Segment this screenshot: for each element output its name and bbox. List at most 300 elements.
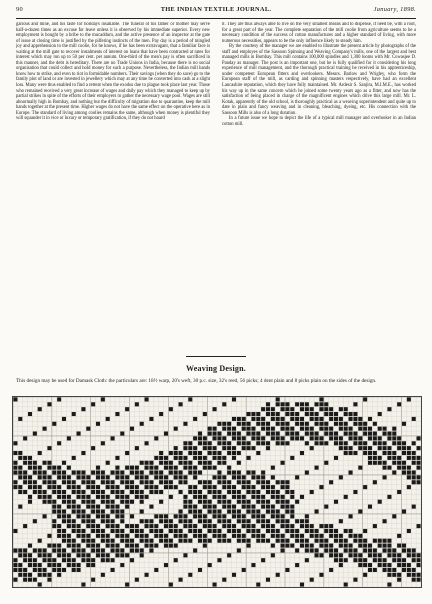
design-cell	[363, 432, 367, 436]
design-cell	[387, 495, 391, 499]
design-cell	[193, 495, 197, 499]
design-cell	[339, 563, 343, 567]
design-cell	[179, 578, 183, 582]
design-cell	[28, 558, 32, 562]
design-cell	[407, 470, 411, 474]
design-cell	[52, 485, 56, 489]
design-cell	[193, 505, 197, 509]
design-cell	[276, 441, 280, 445]
journal-title: THE INDIAN TEXTILE JOURNAL.	[160, 6, 272, 13]
design-cell	[164, 475, 168, 479]
design-cell	[174, 466, 178, 470]
section-divider	[186, 356, 246, 357]
design-cell	[353, 534, 357, 538]
design-cell	[106, 495, 110, 499]
design-cell	[101, 500, 105, 504]
design-cell	[188, 446, 192, 450]
design-cell	[169, 529, 173, 533]
design-cell	[329, 412, 333, 416]
design-cell	[383, 475, 387, 479]
design-cell	[358, 427, 362, 431]
design-cell	[77, 485, 81, 489]
design-cell	[319, 524, 323, 528]
design-cell	[319, 539, 323, 543]
design-cell	[96, 529, 100, 533]
design-cell	[52, 548, 56, 552]
design-cell	[329, 548, 333, 552]
design-cell	[96, 495, 100, 499]
design-cell	[203, 500, 207, 504]
design-cell	[378, 412, 382, 416]
design-cell	[43, 475, 47, 479]
design-cell	[266, 519, 270, 523]
design-cell	[315, 553, 319, 557]
design-cell	[203, 519, 207, 523]
design-cell	[285, 500, 289, 504]
design-cell	[120, 432, 124, 436]
design-cell	[33, 563, 37, 567]
design-cell	[339, 519, 343, 523]
design-cell	[179, 539, 183, 543]
design-cell	[237, 436, 241, 440]
design-cell	[217, 529, 221, 533]
design-cell	[251, 509, 255, 513]
design-cell	[266, 539, 270, 543]
design-cell	[96, 514, 100, 518]
design-cell	[256, 519, 260, 523]
design-cell	[203, 441, 207, 445]
design-cell	[169, 470, 173, 474]
design-cell	[164, 485, 168, 489]
design-cell	[222, 456, 226, 460]
design-cell	[222, 475, 226, 479]
design-cell	[271, 505, 275, 509]
design-cell	[91, 485, 95, 489]
design-cell	[251, 470, 255, 474]
design-cell	[174, 524, 178, 528]
design-cell	[52, 524, 56, 528]
design-cell	[81, 509, 85, 513]
design-cell	[281, 402, 285, 406]
design-cell	[203, 534, 207, 538]
design-cell	[62, 553, 66, 557]
design-cell	[315, 436, 319, 440]
design-cell	[412, 470, 416, 474]
design-cell	[67, 485, 71, 489]
design-cell	[188, 466, 192, 470]
design-cell	[276, 529, 280, 533]
design-cell	[227, 480, 231, 484]
design-cell	[77, 534, 81, 538]
design-cell	[115, 548, 119, 552]
design-cell	[353, 432, 357, 436]
design-cell	[91, 480, 95, 484]
design-cell	[28, 412, 32, 416]
design-cell	[247, 529, 251, 533]
design-cell	[213, 432, 217, 436]
design-cell	[72, 539, 76, 543]
design-cell	[242, 534, 246, 538]
design-cell	[188, 500, 192, 504]
design-cell	[120, 490, 124, 494]
design-cell	[198, 432, 202, 436]
design-cell	[47, 573, 51, 577]
design-cell	[383, 451, 387, 455]
design-cell	[23, 553, 27, 557]
design-cell	[86, 558, 90, 562]
design-cell	[363, 451, 367, 455]
design-cell	[256, 514, 260, 518]
design-cell	[242, 485, 246, 489]
design-cell	[353, 402, 357, 406]
design-cell	[392, 441, 396, 445]
design-cell	[43, 558, 47, 562]
design-cell	[86, 553, 90, 557]
design-cell	[164, 461, 168, 465]
design-cell	[57, 495, 61, 499]
design-cell	[227, 466, 231, 470]
design-cell	[28, 553, 32, 557]
design-cell	[91, 558, 95, 562]
design-cell	[57, 568, 61, 572]
design-cell	[115, 514, 119, 518]
design-cell	[106, 558, 110, 562]
design-cell	[86, 505, 90, 509]
design-cell	[315, 412, 319, 416]
design-cell	[300, 402, 304, 406]
design-cell	[373, 441, 377, 445]
design-cell	[368, 417, 372, 421]
design-cell	[242, 417, 246, 421]
design-cell	[417, 461, 421, 465]
design-cell	[242, 422, 246, 426]
design-cell	[188, 451, 192, 455]
design-cell	[237, 519, 241, 523]
design-cell	[417, 466, 421, 470]
design-cell	[57, 514, 61, 518]
design-cell	[290, 490, 294, 494]
design-cell	[23, 456, 27, 460]
design-cell	[140, 519, 144, 523]
design-cell	[295, 563, 299, 567]
design-cell	[101, 480, 105, 484]
design-cell	[378, 563, 382, 567]
design-cell	[72, 480, 76, 484]
design-cell	[324, 544, 328, 548]
design-cell	[339, 441, 343, 445]
design-cell	[81, 534, 85, 538]
design-cell	[392, 568, 396, 572]
design-cell	[227, 519, 231, 523]
design-cell	[188, 490, 192, 494]
design-cell	[159, 500, 163, 504]
design-cell	[310, 446, 314, 450]
design-cell	[198, 461, 202, 465]
design-cell	[358, 422, 362, 426]
design-cell	[256, 475, 260, 479]
design-cell	[251, 485, 255, 489]
design-cell	[353, 548, 357, 552]
design-cell	[106, 475, 110, 479]
design-cell	[344, 412, 348, 416]
design-cell	[145, 544, 149, 548]
design-cell	[145, 466, 149, 470]
design-description: This design may be used for Damask Cloth: the particulars are: 18½ warp, 20's weft, 30 p.c. size, 32's reed, 56 picks; 4 dent plain and 8 picks plain on the sides of the design.	[16, 378, 377, 384]
design-cell	[72, 470, 76, 474]
design-cell	[159, 519, 163, 523]
design-cell	[281, 407, 285, 411]
design-cell	[363, 427, 367, 431]
design-cell	[237, 480, 241, 484]
design-cell	[334, 534, 338, 538]
design-cell	[174, 534, 178, 538]
design-cell	[101, 509, 105, 513]
design-cell	[159, 461, 163, 465]
design-cell	[125, 553, 129, 557]
design-cell	[174, 451, 178, 455]
design-cell	[38, 548, 42, 552]
design-cell	[295, 402, 299, 406]
design-cell	[397, 573, 401, 577]
design-cell	[402, 544, 406, 548]
design-cell	[344, 529, 348, 533]
design-cell	[18, 553, 22, 557]
design-cell	[159, 529, 163, 533]
design-cell	[295, 534, 299, 538]
design-cell	[159, 539, 163, 543]
design-cell	[125, 534, 129, 538]
design-cell	[47, 544, 51, 548]
design-cell	[203, 514, 207, 518]
design-cell	[208, 480, 212, 484]
design-cell	[281, 427, 285, 431]
design-cell	[266, 407, 270, 411]
design-cell	[217, 461, 221, 465]
design-cell	[397, 544, 401, 548]
design-cell	[52, 490, 56, 494]
design-cell	[271, 466, 275, 470]
design-cell	[33, 485, 37, 489]
design-cell	[276, 417, 280, 421]
design-cell	[271, 475, 275, 479]
design-cell	[378, 427, 382, 431]
design-cell	[188, 470, 192, 474]
design-cell	[256, 422, 260, 426]
design-cell	[86, 534, 90, 538]
design-cell	[378, 558, 382, 562]
design-cell	[412, 553, 416, 557]
design-cell	[353, 451, 357, 455]
design-cell	[67, 500, 71, 504]
design-cell	[349, 412, 353, 416]
design-cell	[353, 490, 357, 494]
design-cell	[198, 456, 202, 460]
design-cell	[383, 563, 387, 567]
design-cell	[18, 548, 22, 552]
design-cell	[276, 490, 280, 494]
design-cell	[315, 466, 319, 470]
design-cell	[149, 490, 153, 494]
design-cell	[281, 514, 285, 518]
design-cell	[38, 573, 42, 577]
design-cell	[67, 480, 71, 484]
design-cell	[368, 436, 372, 440]
design-cell	[140, 509, 144, 513]
design-cell	[38, 563, 42, 567]
design-cell	[358, 446, 362, 450]
design-cell	[373, 422, 377, 426]
design-cell	[23, 578, 27, 582]
design-cell	[324, 427, 328, 431]
design-cell	[86, 500, 90, 504]
design-cell	[188, 529, 192, 533]
design-cell	[140, 539, 144, 543]
design-cell	[256, 490, 260, 494]
design-cell	[125, 466, 129, 470]
design-cell	[251, 475, 255, 479]
design-cell	[353, 417, 357, 421]
design-cell	[363, 573, 367, 577]
design-cell	[120, 539, 124, 543]
design-cell	[349, 417, 353, 421]
design-cell	[208, 432, 212, 436]
design-cell	[261, 514, 265, 518]
design-cell	[120, 470, 124, 474]
design-cell	[256, 509, 260, 513]
design-cell	[237, 461, 241, 465]
design-cell	[159, 475, 163, 479]
design-cell	[174, 514, 178, 518]
design-cell	[300, 524, 304, 528]
design-cell	[38, 485, 42, 489]
design-cell	[373, 436, 377, 440]
design-cell	[349, 451, 353, 455]
design-cell	[164, 563, 168, 567]
design-cell	[154, 466, 158, 470]
design-cell	[115, 544, 119, 548]
design-cell	[47, 402, 51, 406]
design-cell	[38, 553, 42, 557]
design-cell	[28, 544, 32, 548]
design-cell	[227, 539, 231, 543]
design-cell	[261, 470, 265, 474]
design-cell	[256, 417, 260, 421]
design-cell	[28, 563, 32, 567]
design-cell	[281, 495, 285, 499]
design-cell	[305, 544, 309, 548]
design-cell	[18, 563, 22, 567]
design-cell	[397, 456, 401, 460]
design-cell	[281, 500, 285, 504]
design-cell	[251, 417, 255, 421]
design-cell	[387, 451, 391, 455]
design-cell	[179, 475, 183, 479]
design-cell	[208, 500, 212, 504]
design-cell	[43, 480, 47, 484]
design-cell	[130, 558, 134, 562]
design-cell	[266, 402, 270, 406]
design-cell	[417, 563, 421, 567]
design-cell	[33, 470, 37, 474]
design-cell	[251, 563, 255, 567]
design-cell	[174, 485, 178, 489]
design-cell	[256, 432, 260, 436]
design-cell	[373, 461, 377, 465]
design-cell	[402, 461, 406, 465]
design-cell	[217, 451, 221, 455]
design-cell	[72, 412, 76, 416]
design-cell	[227, 427, 231, 431]
design-cell	[266, 490, 270, 494]
design-cell	[305, 514, 309, 518]
design-cell	[217, 432, 221, 436]
design-cell	[13, 563, 17, 567]
design-cell	[62, 417, 66, 421]
design-cell	[57, 544, 61, 548]
design-cell	[115, 490, 119, 494]
design-cell	[140, 553, 144, 557]
design-cell	[125, 451, 129, 455]
design-cell	[18, 456, 22, 460]
design-cell	[13, 568, 17, 572]
design-cell	[324, 402, 328, 406]
design-cell	[363, 446, 367, 450]
design-cell	[271, 490, 275, 494]
design-cell	[358, 466, 362, 470]
design-cell	[358, 544, 362, 548]
design-cell	[378, 446, 382, 450]
design-cell	[154, 524, 158, 528]
design-cell	[407, 456, 411, 460]
design-cell	[62, 529, 66, 533]
design-cell	[339, 446, 343, 450]
design-cell	[101, 514, 105, 518]
design-cell	[96, 505, 100, 509]
design-cell	[407, 451, 411, 455]
design-cell	[383, 558, 387, 562]
design-cell	[47, 500, 51, 504]
design-cell	[247, 485, 251, 489]
design-cell	[130, 470, 134, 474]
design-cell	[193, 417, 197, 421]
design-cell	[198, 534, 202, 538]
design-cell	[140, 534, 144, 538]
design-cell	[47, 534, 51, 538]
section-title: Weaving Design.	[186, 364, 246, 373]
design-cell	[43, 490, 47, 494]
design-cell	[315, 539, 319, 543]
design-cell	[281, 524, 285, 528]
page-number: 90	[16, 6, 23, 13]
design-cell	[237, 539, 241, 543]
design-cell	[154, 485, 158, 489]
design-cell	[227, 422, 231, 426]
design-cell	[256, 451, 260, 455]
design-cell	[344, 548, 348, 552]
design-cell	[154, 544, 158, 548]
design-cell	[213, 495, 217, 499]
design-cell	[120, 519, 124, 523]
design-cell	[305, 432, 309, 436]
design-cell	[38, 466, 42, 470]
design-cell	[96, 544, 100, 548]
design-cell	[300, 436, 304, 440]
design-cell	[397, 563, 401, 567]
design-cell	[368, 456, 372, 460]
design-cell	[43, 568, 47, 572]
design-cell	[242, 441, 246, 445]
design-cell	[266, 422, 270, 426]
